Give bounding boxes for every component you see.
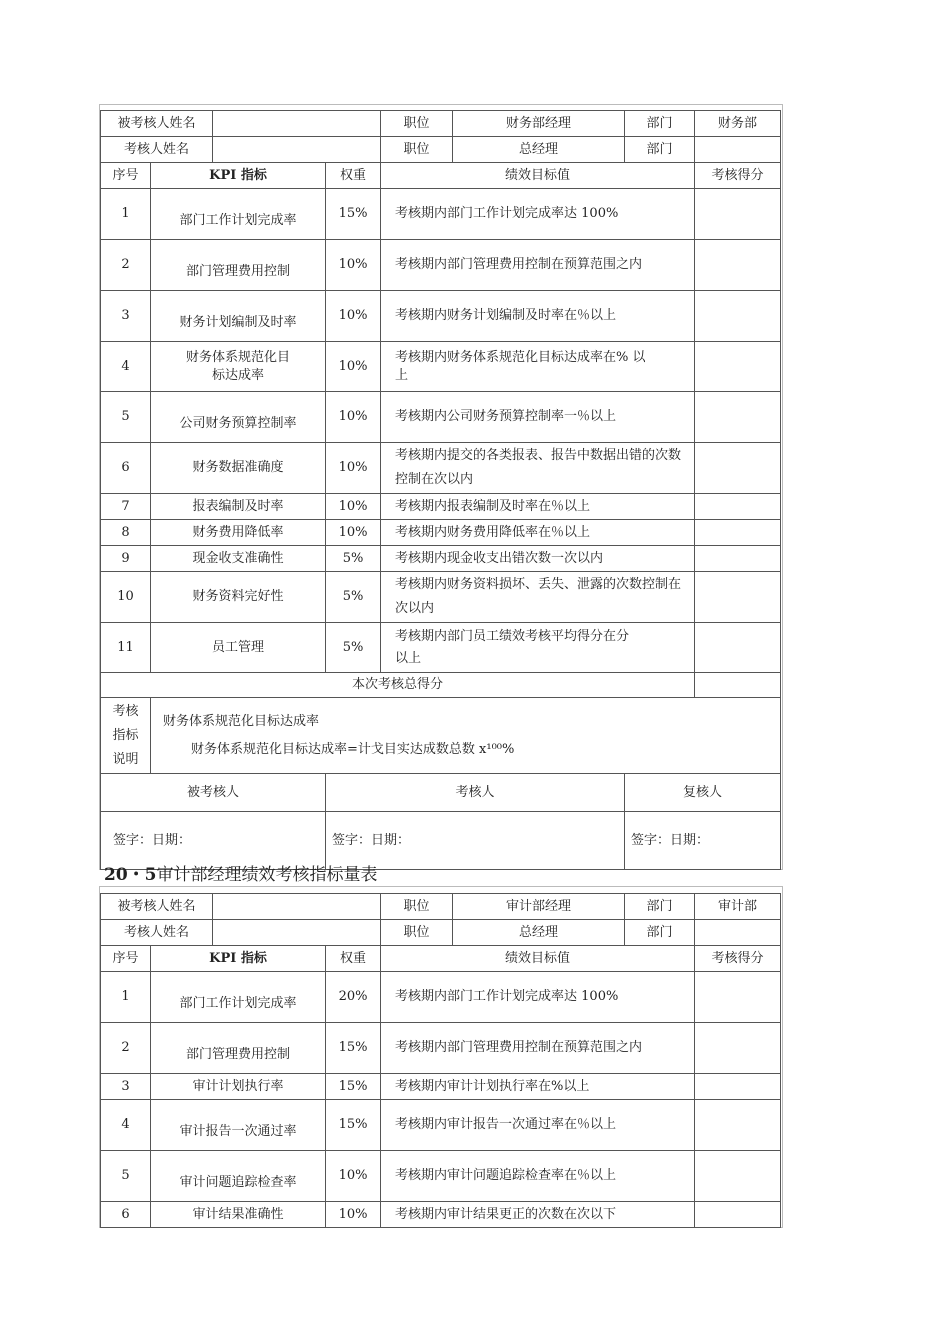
kpi-table-finance [100,110,781,870]
column-header-row [101,163,781,189]
row-no: 4 [101,342,151,392]
dept-value[interactable] [695,920,781,946]
row-no: 3 [101,1074,151,1100]
row-target: 考核期内财务体系规范化目标达成率在% 以上 [381,342,695,392]
reviewer-row [101,920,781,946]
position-value: 财务部经理 [453,111,625,137]
row-target: 考核期内审计问题追踪检查率在％以上 [381,1151,695,1202]
row-score[interactable] [695,1151,781,1202]
dept-value: 财务部 [695,111,781,137]
row-kpi: 审计计划执行率 [151,1074,326,1100]
row-score[interactable] [695,623,781,673]
row-kpi: 财务体系规范化目标达成率 [151,342,326,392]
table-row [101,546,781,572]
row-score[interactable] [695,520,781,546]
row-target: 考核期内审计结果更正的次数在次以下 [381,1202,695,1228]
row-target: 考核期内现金收支出错次数一次以内 [381,546,695,572]
row-score[interactable] [695,342,781,392]
row-target: 考核期内报表编制及时率在％以上 [381,494,695,520]
rechecker-sign-field[interactable]: 签字：日期： [625,812,781,870]
row-weight: 10% [326,392,381,443]
row-weight: 5% [326,572,381,623]
row-score[interactable] [695,1202,781,1228]
header-row [101,111,781,137]
note-label: 考核指标说明 [101,698,151,774]
dept-value[interactable] [695,137,781,163]
table-row [101,189,781,240]
total-label: 本次考核总得分 [101,673,695,698]
row-score[interactable] [695,240,781,291]
row-weight: 5% [326,546,381,572]
signature-header-row [101,774,781,812]
col-header-kpi: KPI 指标 [151,946,326,972]
reviewee-value[interactable] [213,111,381,137]
table-row [101,443,781,494]
row-target: 考核期内审计计划执行率在%以上 [381,1074,695,1100]
note-content [151,698,781,774]
reviewer-sign-label: 考核人 [326,774,625,812]
row-score[interactable] [695,546,781,572]
row-no: 9 [101,546,151,572]
row-score[interactable] [695,392,781,443]
row-target: 考核期内部门工作计划完成率达 100% [381,972,695,1023]
row-weight: 15% [326,189,381,240]
row-kpi: 财务资料完好性 [151,572,326,623]
row-no: 6 [101,1202,151,1228]
col-header-target: 绩效目标值 [381,163,695,189]
reviewee-label: 被考核人姓名 [101,111,213,137]
row-weight: 15% [326,1023,381,1074]
reviewer-row [101,137,781,163]
reviewer-value[interactable] [213,920,381,946]
table-row [101,392,781,443]
reviewer-label: 考核人姓名 [101,137,213,163]
row-target: 考核期内部门员工绩效考核平均得分在分 以上 [381,623,695,673]
row-no: 5 [101,392,151,443]
table-row [101,291,781,342]
row-kpi: 财务费用降低率 [151,520,326,546]
row-target: 考核期内部门工作计划完成率达 100% [381,189,695,240]
row-kpi: 部门管理费用控制 [151,240,326,291]
row-weight: 10% [326,443,381,494]
row-kpi: 财务计划编制及时率 [151,291,326,342]
position-value: 总经理 [453,920,625,946]
row-no: 5 [101,1151,151,1202]
row-no: 11 [101,623,151,673]
position-value: 总经理 [453,137,625,163]
row-weight: 20% [326,972,381,1023]
col-header-target: 绩效目标值 [381,946,695,972]
row-target: 考核期内财务费用降低率在％以上 [381,520,695,546]
col-header-weight: 权重 [326,163,381,189]
row-weight: 10% [326,342,381,392]
row-weight: 10% [326,1202,381,1228]
row-target: 考核期内财务资料损坏、丢失、泄露的次数控制在次以内 [381,572,695,623]
row-weight: 10% [326,291,381,342]
row-target: 考核期内财务计划编制及时率在％以上 [381,291,695,342]
row-weight: 15% [326,1100,381,1151]
note-row [101,698,781,774]
position-value: 审计部经理 [453,894,625,920]
row-no: 10 [101,572,151,623]
row-score[interactable] [695,1023,781,1074]
row-score[interactable] [695,443,781,494]
row-kpi: 审计结果准确性 [151,1202,326,1228]
row-kpi: 财务数据准确度 [151,443,326,494]
row-no: 2 [101,1023,151,1074]
dept-label: 部门 [625,111,695,137]
note-line-2: 财务体系规范化目标达成率=计戈目实达成数总数 x¹⁰⁰% [191,741,515,757]
col-header-weight: 权重 [326,946,381,972]
row-kpi: 部门工作计划完成率 [151,972,326,1023]
reviewee-sign-field[interactable]: 签字：日期： [101,812,326,870]
row-kpi: 部门管理费用控制 [151,1023,326,1074]
row-no: 8 [101,520,151,546]
row-weight: 10% [326,240,381,291]
row-kpi: 审计问题追踪检查率 [151,1151,326,1202]
dept-label: 部门 [625,894,695,920]
kpi-table-audit [100,893,781,1228]
row-kpi: 公司财务预算控制率 [151,392,326,443]
col-header-no: 序号 [101,163,151,189]
reviewee-label: 被考核人姓名 [101,894,213,920]
section-number: 20・5 [104,865,157,885]
table-row [101,1202,781,1228]
row-no: 2 [101,240,151,291]
table-row [101,520,781,546]
rechecker-sign-label: 复核人 [625,774,781,812]
row-weight: 5% [326,623,381,673]
reviewer-sign-field[interactable]: 签字：日期： [326,812,625,870]
row-score[interactable] [695,189,781,240]
reviewee-value[interactable] [213,894,381,920]
table-row [101,1100,781,1151]
reviewer-value[interactable] [213,137,381,163]
row-target: 考核期内提交的各类报表、报告中数据出错的次数控制在次以内 [381,443,695,494]
position-label: 职位 [381,920,453,946]
row-no: 1 [101,972,151,1023]
row-target: 考核期内部门管理费用控制在预算范围之内 [381,1023,695,1074]
row-kpi: 现金收支准确性 [151,546,326,572]
dept-label: 部门 [625,137,695,163]
row-score[interactable] [695,1074,781,1100]
note-line-1: 财务体系规范化目标达成率 [163,713,320,729]
row-no: 6 [101,443,151,494]
position-label: 职位 [381,111,453,137]
row-target: 考核期内审计报告一次通过率在％以上 [381,1100,695,1151]
table-row [101,1151,781,1202]
row-kpi: 部门工作计划完成率 [151,189,326,240]
row-weight: 10% [326,494,381,520]
row-weight: 10% [326,520,381,546]
row-score[interactable] [695,494,781,520]
table-row [101,1023,781,1074]
reviewee-sign-label: 被考核人 [101,774,326,812]
col-header-kpi: KPI 指标 [151,163,326,189]
table-row [101,1074,781,1100]
row-weight: 15% [326,1074,381,1100]
row-no: 7 [101,494,151,520]
dept-value: 审计部 [695,894,781,920]
table-row [101,342,781,392]
row-score[interactable] [695,972,781,1023]
row-target: 考核期内部门管理费用控制在预算范围之内 [381,240,695,291]
row-score[interactable] [695,1100,781,1151]
row-target: 考核期内公司财务预算控制率一％以上 [381,392,695,443]
row-kpi: 报表编制及时率 [151,494,326,520]
col-header-no: 序号 [101,946,151,972]
table-row [101,572,781,623]
table-row [101,972,781,1023]
row-weight: 10% [326,1151,381,1202]
position-label: 职位 [381,894,453,920]
total-row [101,673,781,698]
row-score[interactable] [695,291,781,342]
row-kpi: 审计报告一次通过率 [151,1100,326,1151]
col-header-score: 考核得分 [695,946,781,972]
row-no: 3 [101,291,151,342]
table-row [101,240,781,291]
column-header-row [101,946,781,972]
table-row [101,494,781,520]
section-title [104,860,378,885]
row-score[interactable] [695,572,781,623]
reviewer-label: 考核人姓名 [101,920,213,946]
header-row [101,894,781,920]
table-row [101,623,781,673]
total-score[interactable] [695,673,781,698]
col-header-score: 考核得分 [695,163,781,189]
position-label: 职位 [381,137,453,163]
section-title-text: 审计部经理绩效考核指标量表 [156,865,378,885]
dept-label: 部门 [625,920,695,946]
row-no: 1 [101,189,151,240]
row-no: 4 [101,1100,151,1151]
row-kpi: 员工管理 [151,623,326,673]
